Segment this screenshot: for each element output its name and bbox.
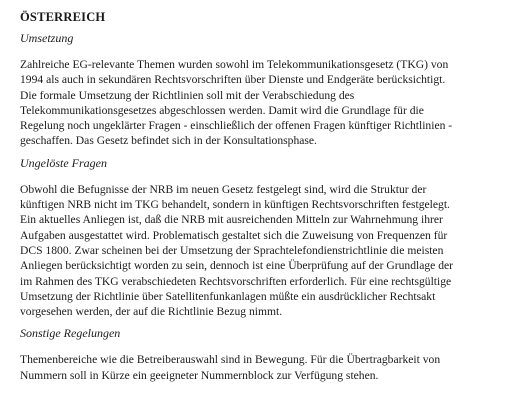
- paragraph-line: Aufgaben ausgestattet wird. Problematisch gestaltet sich die Zuweisung von Frequenzen für: [20, 228, 448, 242]
- paragraph-line: Regelung noch ungeklärter Fragen - einschließlich der offenen Fragen künftiger Richtlinien -: [20, 119, 453, 133]
- paragraph-line: geschaffen. Das Gesetz befindet sich in der Konsultationsphase.: [20, 134, 317, 148]
- section-title-umsetzung: Umsetzung: [20, 31, 74, 45]
- section-paragraph-ungeloeste-fragen: [20, 182, 494, 320]
- paragraph-line: künftigen NRB nicht im TKG behandelt, sondern in künftigen Rechtsvorschriften festgelegt.: [20, 198, 450, 212]
- paragraph-line: Anliegen berücksichtigt worden zu sein, dennoch ist eine Überprüfung auf der Grundlage der: [20, 259, 454, 273]
- section-title-sonstige-regelungen: Sonstige Regelungen: [20, 326, 121, 341]
- paragraph-line: Die formale Umsetzung der Richtlinien soll mit der Verabschiedung des: [20, 88, 355, 102]
- paragraph-line: DCS 1800. Zwar scheinen bei der Umsetzung der Sprachtelefondienstrichtlinie die meisten: [20, 243, 444, 257]
- paragraph-line: Umsetzung der Richtlinie über Satellitenfunkanlagen müßte ein ausdrücklicher Rechtsakt: [20, 289, 436, 303]
- section-paragraph-umsetzung: [20, 57, 494, 149]
- section-title-ungeloeste-fragen: Ungelöste Fragen: [20, 155, 107, 170]
- paragraph-line: 1994 als auch in sekundären Rechtsvorschriften über Dienste und Endgeräte berücksichtigt.: [20, 73, 446, 87]
- country-heading: ÖSTERREICH: [20, 10, 106, 24]
- section-paragraph-sonstige-regelungen: [20, 352, 494, 383]
- paragraph-line: Themenbereiche wie die Betreiberauswahl sind in Bewegung. Für die Übertragbarkeit von: [20, 353, 441, 367]
- document-page: [20, 10, 494, 390]
- paragraph-line: Zahlreiche EG-relevante Themen wurden sowohl im Telekommunikationsgesetz (TKG) von: [20, 58, 449, 71]
- paragraph-line: im Rahmen des TKG verabschiedeten Rechtsvorschriften erforderlich. Für eine rechtsgültige: [20, 274, 452, 288]
- paragraph-line: Nummern soll in Kürze ein geeigneter Nummernblock zur Verfügung stehen.: [20, 368, 379, 382]
- paragraph-line: vorgesehen werden, der auf die Richtlinie Bezug nimmt.: [20, 305, 283, 319]
- paragraph-line: Telekommunikationsgesetzes abgeschlossen werden. Damit wird die Grundlage für die: [20, 103, 424, 117]
- paragraph-line: Obwohl die Befugnisse der NRB im neuen Gesetz festgelegt sind, wird die Struktur der: [20, 182, 427, 196]
- paragraph-line: Ein aktuelles Anliegen ist, daß die NRB mit ausreichenden Mitteln zur Wahrnehmung ihrer: [20, 213, 443, 227]
